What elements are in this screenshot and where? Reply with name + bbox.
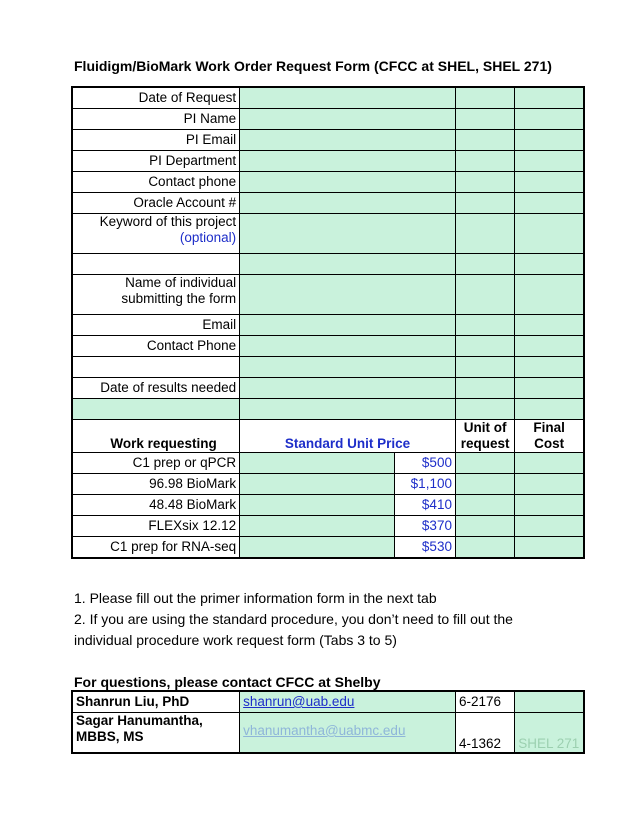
price-fill-cell (240, 537, 395, 559)
price-fill-cell (240, 495, 395, 516)
form-cell[interactable] (515, 87, 584, 109)
form-cell[interactable] (515, 214, 584, 254)
field-label: Contact Phone (72, 336, 240, 357)
field-label: PI Name (72, 109, 240, 130)
work-item-name: C1 prep for RNA-seq (72, 537, 240, 559)
final-cost-header: Final Cost (515, 420, 584, 453)
form-cell[interactable] (455, 357, 514, 378)
form-cell[interactable] (455, 399, 514, 420)
contact-email-cell (240, 691, 456, 713)
unit-header-a: Unit of (463, 420, 507, 435)
unit-input[interactable] (455, 537, 514, 559)
contact-email-cell (240, 713, 456, 753)
work-item-row (72, 453, 584, 474)
final-cost-input[interactable] (515, 516, 584, 537)
form-cell[interactable] (515, 130, 584, 151)
instruction-line: 2. If you are using the standard procedure, you don’t need to fill out the (74, 611, 513, 627)
form-cell[interactable] (515, 254, 584, 275)
price-fill-cell (240, 516, 395, 537)
contact-name-b: MBBS, MS (76, 729, 144, 744)
contact-email-link[interactable]: vhanumantha@uabmc.edu (243, 723, 406, 738)
field-label: Date of Request (72, 87, 240, 109)
form-row (72, 214, 584, 254)
form-cell[interactable] (515, 378, 584, 399)
contacts-table (71, 690, 585, 754)
work-item-name: 48.48 BioMark (72, 495, 240, 516)
field-label: Email (72, 315, 240, 336)
form-row (72, 399, 584, 420)
keyword-label: Keyword of this project (99, 214, 237, 229)
email-input[interactable] (240, 315, 456, 336)
form-cell[interactable] (515, 193, 584, 214)
price-fill-cell (240, 453, 395, 474)
unit-price: $500 (394, 453, 455, 474)
work-item-name: C1 prep or qPCR (72, 453, 240, 474)
work-header-row (72, 420, 584, 453)
work-item-row (72, 516, 584, 537)
work-item-name: 96.98 BioMark (72, 474, 240, 495)
field-label: Date of results needed (72, 378, 240, 399)
form-row (72, 315, 584, 336)
form-cell[interactable] (455, 109, 514, 130)
contact-row (72, 691, 584, 713)
form-cell[interactable] (455, 130, 514, 151)
form-cell[interactable] (455, 214, 514, 254)
form-row (72, 357, 584, 378)
unit-price: $530 (394, 537, 455, 559)
final-cost-input[interactable] (515, 537, 584, 559)
unit-input[interactable] (455, 495, 514, 516)
work-item-row (72, 537, 584, 559)
contact-name-a: Sagar Hanumantha, (76, 713, 203, 728)
field-label (72, 254, 240, 275)
form-row (72, 336, 584, 357)
field-label (72, 214, 240, 254)
field-label: Contact phone (72, 172, 240, 193)
final-cost-input[interactable] (515, 453, 584, 474)
form-cell[interactable] (515, 275, 584, 315)
date-results-input[interactable] (240, 378, 456, 399)
unit-price: $1,100 (394, 474, 455, 495)
unit-input[interactable] (455, 516, 514, 537)
form-cell[interactable] (515, 357, 584, 378)
form-row (72, 254, 584, 275)
form-cell[interactable] (515, 109, 584, 130)
form-row (72, 109, 584, 130)
form-row (72, 130, 584, 151)
contact-phone-input[interactable] (240, 172, 456, 193)
form-cell[interactable] (455, 172, 514, 193)
pi-department-input[interactable] (240, 151, 456, 172)
optional-note: (optional) (179, 230, 237, 245)
form-cell[interactable] (455, 378, 514, 399)
oracle-account-input[interactable] (240, 193, 456, 214)
field-label: Oracle Account # (72, 193, 240, 214)
standard-price-header: Standard Unit Price (240, 420, 456, 453)
contact-row (72, 713, 584, 753)
form-cell[interactable] (515, 315, 584, 336)
field-label (72, 275, 240, 315)
price-fill-cell (240, 474, 395, 495)
form-title: Fluidigm/BioMark Work Order Request Form (CFCC at SHEL, SHEL 271) (74, 58, 552, 74)
unit-header (455, 420, 514, 453)
form-row (72, 275, 584, 315)
contact-email-link[interactable]: shanrun@uab.edu (243, 694, 355, 709)
form-cell[interactable] (240, 399, 456, 420)
work-order-form (71, 86, 585, 559)
date-of-request-input[interactable] (240, 87, 456, 109)
field-label (72, 357, 240, 378)
form-row (72, 87, 584, 109)
contact-room: SHEL 271 (515, 713, 584, 753)
contact-phone: 4-1362 (455, 713, 514, 753)
form-cell[interactable] (455, 254, 514, 275)
form-cell[interactable] (515, 336, 584, 357)
form-cell[interactable] (240, 254, 456, 275)
pi-email-input[interactable] (240, 130, 456, 151)
form-cell[interactable] (455, 275, 514, 315)
form-row (72, 378, 584, 399)
form-cell[interactable] (72, 399, 240, 420)
contact-name (72, 713, 240, 753)
instruction-line: 1. Please fill out the primer information form in the next tab (74, 590, 437, 606)
instruction-line: individual procedure work request form (Tabs 3 to 5) (74, 632, 397, 648)
unit-header-b: request (460, 436, 510, 451)
unit-price: $410 (394, 495, 455, 516)
contact-room (515, 691, 584, 713)
contacts-title: For questions, please contact CFCC at Shelby (74, 674, 381, 690)
form-row (72, 172, 584, 193)
contact-name: Shanrun Liu, PhD (72, 691, 240, 713)
instructions (74, 588, 513, 651)
form-cell[interactable] (515, 172, 584, 193)
work-item-row (72, 474, 584, 495)
keyword-input[interactable] (240, 214, 456, 254)
unit-price: $370 (394, 516, 455, 537)
form-cell[interactable] (515, 399, 584, 420)
field-label: PI Department (72, 151, 240, 172)
work-item-row (72, 495, 584, 516)
field-label: PI Email (72, 130, 240, 151)
form-cell[interactable] (240, 357, 456, 378)
form-cell[interactable] (515, 151, 584, 172)
form-cell[interactable] (455, 336, 514, 357)
form-cell[interactable] (455, 87, 514, 109)
submitter-label: Name of individual (125, 275, 237, 290)
form-row (72, 151, 584, 172)
contact-phone-2-input[interactable] (240, 336, 456, 357)
unit-input[interactable] (455, 474, 514, 495)
submitter-label-2: submitting the form (121, 291, 237, 306)
form-cell[interactable] (455, 315, 514, 336)
form-row (72, 193, 584, 214)
work-item-name: FLEXsix 12.12 (72, 516, 240, 537)
work-requesting-header: Work requesting (72, 420, 240, 453)
unit-input[interactable] (455, 453, 514, 474)
pi-name-input[interactable] (240, 109, 456, 130)
contact-phone: 6-2176 (455, 691, 514, 713)
form-cell[interactable] (455, 193, 514, 214)
final-cost-input[interactable] (515, 474, 584, 495)
submitter-name-input[interactable] (240, 275, 456, 315)
final-cost-input[interactable] (515, 495, 584, 516)
form-cell[interactable] (455, 151, 514, 172)
